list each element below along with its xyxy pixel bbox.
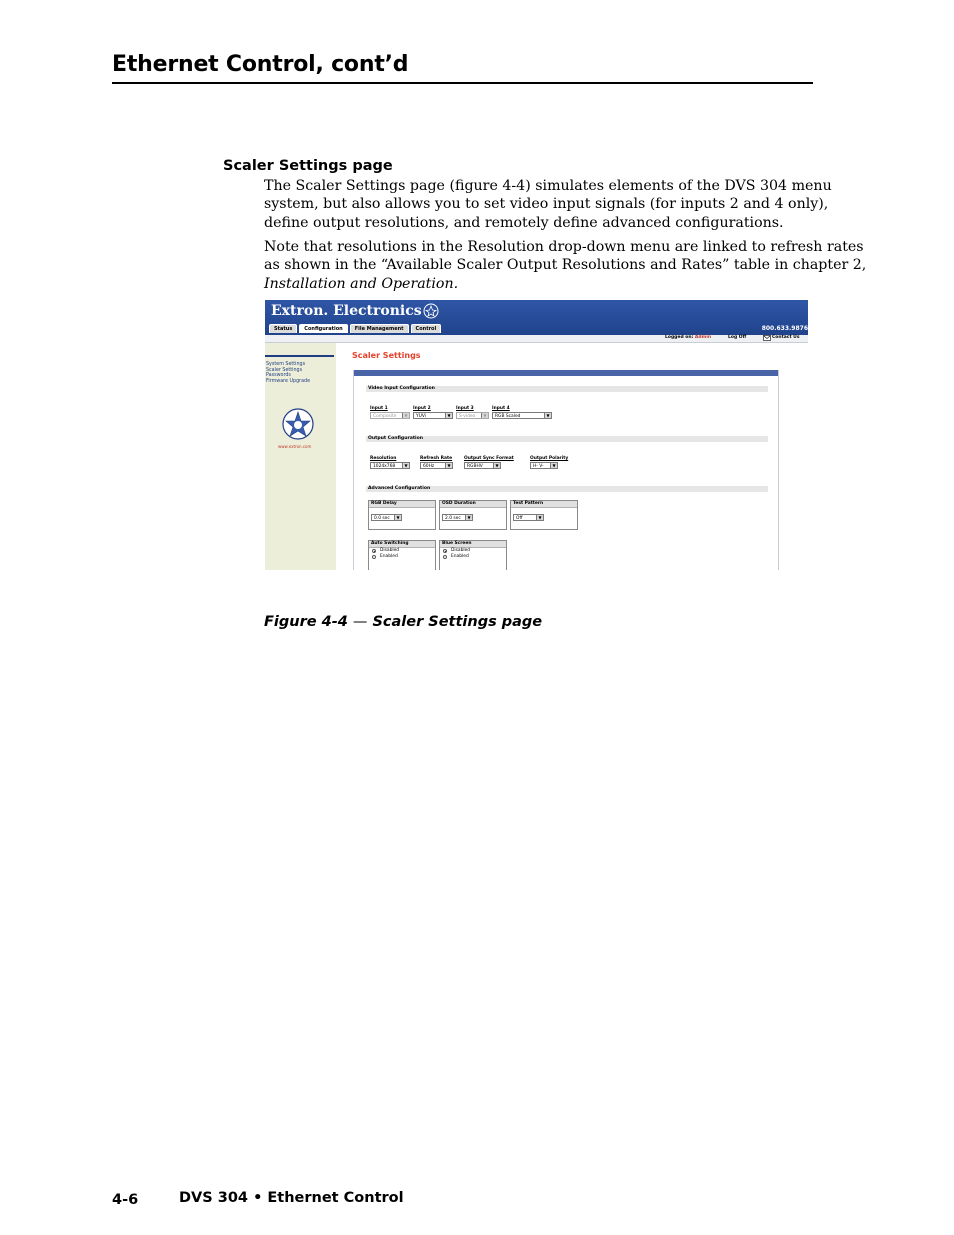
brand-logo-text: Extron. Electronics <box>271 303 422 319</box>
output-polarity-select[interactable] <box>530 462 558 469</box>
paragraph-line: Note that resolutions in the Resolution drop-down menu are linked to refresh rates <box>264 239 864 255</box>
output-polarity-value: H- V- <box>533 464 544 469</box>
output-polarity-label: Output Polarity <box>530 456 569 461</box>
input-3-value: S-video <box>459 414 476 419</box>
refresh-rate-select[interactable] <box>420 462 453 469</box>
refresh-rate-value: 60Hz <box>423 464 435 469</box>
auto-switching-enabled-radio[interactable] <box>369 554 435 560</box>
output-sync-value: RGBHV <box>467 464 483 469</box>
input-1-field <box>370 406 410 419</box>
chevron-down-icon: ▼ <box>536 515 543 520</box>
test-pattern-label: Test Pattern <box>511 501 577 508</box>
refresh-rate-label: Refresh Rate <box>420 456 453 461</box>
sidebar <box>265 343 336 570</box>
extron-logo-icon <box>281 406 315 442</box>
input-2-field <box>413 406 453 419</box>
osd-duration-value: 2.0 sec <box>445 516 461 521</box>
paragraph-line: system, but also allows you to set video input signals (for inputs 2 and 4 only), <box>264 196 829 213</box>
sidebar-item-system-settings[interactable]: System Settings <box>266 362 306 367</box>
advanced-config-section: Advanced Configuration <box>366 486 768 492</box>
input-1-label: Input 1 <box>370 406 388 411</box>
header-rule <box>112 82 813 84</box>
chevron-down-icon: ▼ <box>445 413 452 418</box>
rgb-delay-label: RGB Delay <box>369 501 435 508</box>
radio-label: Enabled <box>380 554 398 559</box>
figure-label: Figure 4-4 <box>264 614 348 630</box>
video-input-section: Video Input Configuration <box>366 386 768 392</box>
blue-screen-box <box>439 540 507 570</box>
input-2-select[interactable] <box>413 412 453 419</box>
info-bar <box>265 335 808 343</box>
osd-duration-box <box>439 500 507 530</box>
output-sync-field <box>464 456 514 469</box>
input-1-select <box>370 412 410 419</box>
input-4-value: RGB Scaled <box>495 414 521 419</box>
section-heading: Scaler Settings page <box>223 158 393 174</box>
paragraph-line: The Scaler Settings page (figure 4-4) simulates elements of the DVS 304 menu <box>264 178 832 194</box>
paragraph-1 <box>264 177 832 232</box>
input-4-field <box>492 406 552 419</box>
phone-number: 800.633.9876 <box>761 325 808 332</box>
osd-duration-select[interactable] <box>442 514 473 521</box>
resolution-value: 1024x768 <box>373 464 396 469</box>
banner <box>265 300 808 335</box>
chevron-down-icon: ▼ <box>481 413 488 418</box>
log-off-link[interactable]: Log Off <box>728 335 747 340</box>
blue-screen-label: Blue Screen <box>440 541 506 548</box>
tab-configuration[interactable]: Configuration <box>299 324 347 333</box>
nav-tabs <box>269 324 441 333</box>
radio-label: Disabled <box>451 548 471 553</box>
input-1-value: Composite <box>373 414 397 419</box>
logged-on-label: Logged on: <box>665 335 694 340</box>
output-polarity-field <box>530 456 569 469</box>
output-config-section: Output Configuration <box>366 436 768 442</box>
rgb-delay-value: 0.0 sec <box>374 516 390 521</box>
radio-empty-icon <box>372 555 376 559</box>
page-header-title: Ethernet Control, cont’d <box>112 52 409 77</box>
tab-control[interactable]: Control <box>411 324 442 333</box>
resolution-field <box>370 456 410 469</box>
sidebar-item-passwords[interactable]: Passwords <box>266 373 291 379</box>
input-3-field <box>456 406 489 419</box>
input-2-label: Input 2 <box>413 406 431 411</box>
rgb-delay-box <box>368 500 436 530</box>
chevron-down-icon: ▼ <box>465 515 472 520</box>
sidebar-rule <box>265 355 334 357</box>
website-url[interactable]: www.extron.com <box>278 444 312 449</box>
radio-selected-icon <box>443 549 447 553</box>
radio-label: Enabled <box>451 554 469 559</box>
figure-separator: — <box>352 614 368 630</box>
rgb-delay-select[interactable] <box>371 514 402 521</box>
extron-star-icon <box>423 303 439 319</box>
chevron-down-icon: ▼ <box>544 413 551 418</box>
test-pattern-value: Off <box>516 516 523 521</box>
resolution-label: Resolution <box>370 456 397 461</box>
input-4-label: Input 4 <box>492 406 510 411</box>
tab-file-management[interactable]: File Management <box>350 324 409 333</box>
logged-user: Admin <box>694 335 712 340</box>
sidebar-item-firmware-upgrade[interactable]: Firmware Upgrade <box>266 378 311 384</box>
radio-label: Disabled <box>380 548 400 553</box>
footer-document-title: DVS 304 • Ethernet Control <box>179 1190 404 1206</box>
tab-status[interactable]: Status <box>269 324 297 333</box>
refresh-rate-field <box>420 456 453 469</box>
envelope-icon <box>763 335 771 341</box>
paragraph-line: define output resolutions, and remotely define advanced configurations. <box>264 214 784 231</box>
resolution-select[interactable] <box>370 462 410 469</box>
input-3-label: Input 3 <box>456 406 474 411</box>
scaler-settings-screenshot <box>265 300 808 570</box>
input-2-value: YUVi <box>416 414 427 419</box>
blue-screen-enabled-radio[interactable] <box>440 554 506 560</box>
auto-switching-label: Auto Switching <box>369 541 435 548</box>
chevron-down-icon: ▼ <box>550 463 557 468</box>
contact-us-link[interactable]: Contact Us <box>772 335 800 340</box>
test-pattern-box <box>510 500 578 530</box>
sidebar-item-scaler-settings[interactable]: Scaler Settings <box>266 367 303 373</box>
settings-panel <box>353 370 779 570</box>
footer-page-number: 4-6 <box>112 1192 139 1208</box>
screenshot-page-title: Scaler Settings <box>352 351 421 360</box>
paragraph-line-italic: Installation and Operation. <box>264 275 459 292</box>
chevron-down-icon: ▼ <box>493 463 500 468</box>
input-3-select <box>456 412 489 419</box>
chevron-down-icon: ▼ <box>402 413 409 418</box>
chevron-down-icon: ▼ <box>394 515 401 520</box>
chevron-down-icon: ▼ <box>445 463 452 468</box>
paragraph-2 <box>264 238 867 293</box>
radio-selected-icon <box>372 549 376 553</box>
osd-duration-label: OSD Duration <box>440 501 506 508</box>
test-pattern-select[interactable] <box>513 514 544 521</box>
sidebar-links <box>266 362 310 384</box>
auto-switching-box <box>368 540 436 570</box>
output-sync-label: Output Sync Format <box>464 456 514 461</box>
figure-text: Scaler Settings page <box>372 614 543 630</box>
input-4-select[interactable] <box>492 412 552 419</box>
chevron-down-icon: ▼ <box>402 463 409 468</box>
panel-top-bar <box>354 370 778 376</box>
figure-caption <box>264 614 542 630</box>
output-sync-select[interactable] <box>464 462 501 469</box>
logged-on-status <box>665 335 711 341</box>
paragraph-line: as shown in the “Available Scaler Output Resolutions and Rates” table in chapter 2, <box>264 257 867 274</box>
radio-empty-icon <box>443 555 447 559</box>
